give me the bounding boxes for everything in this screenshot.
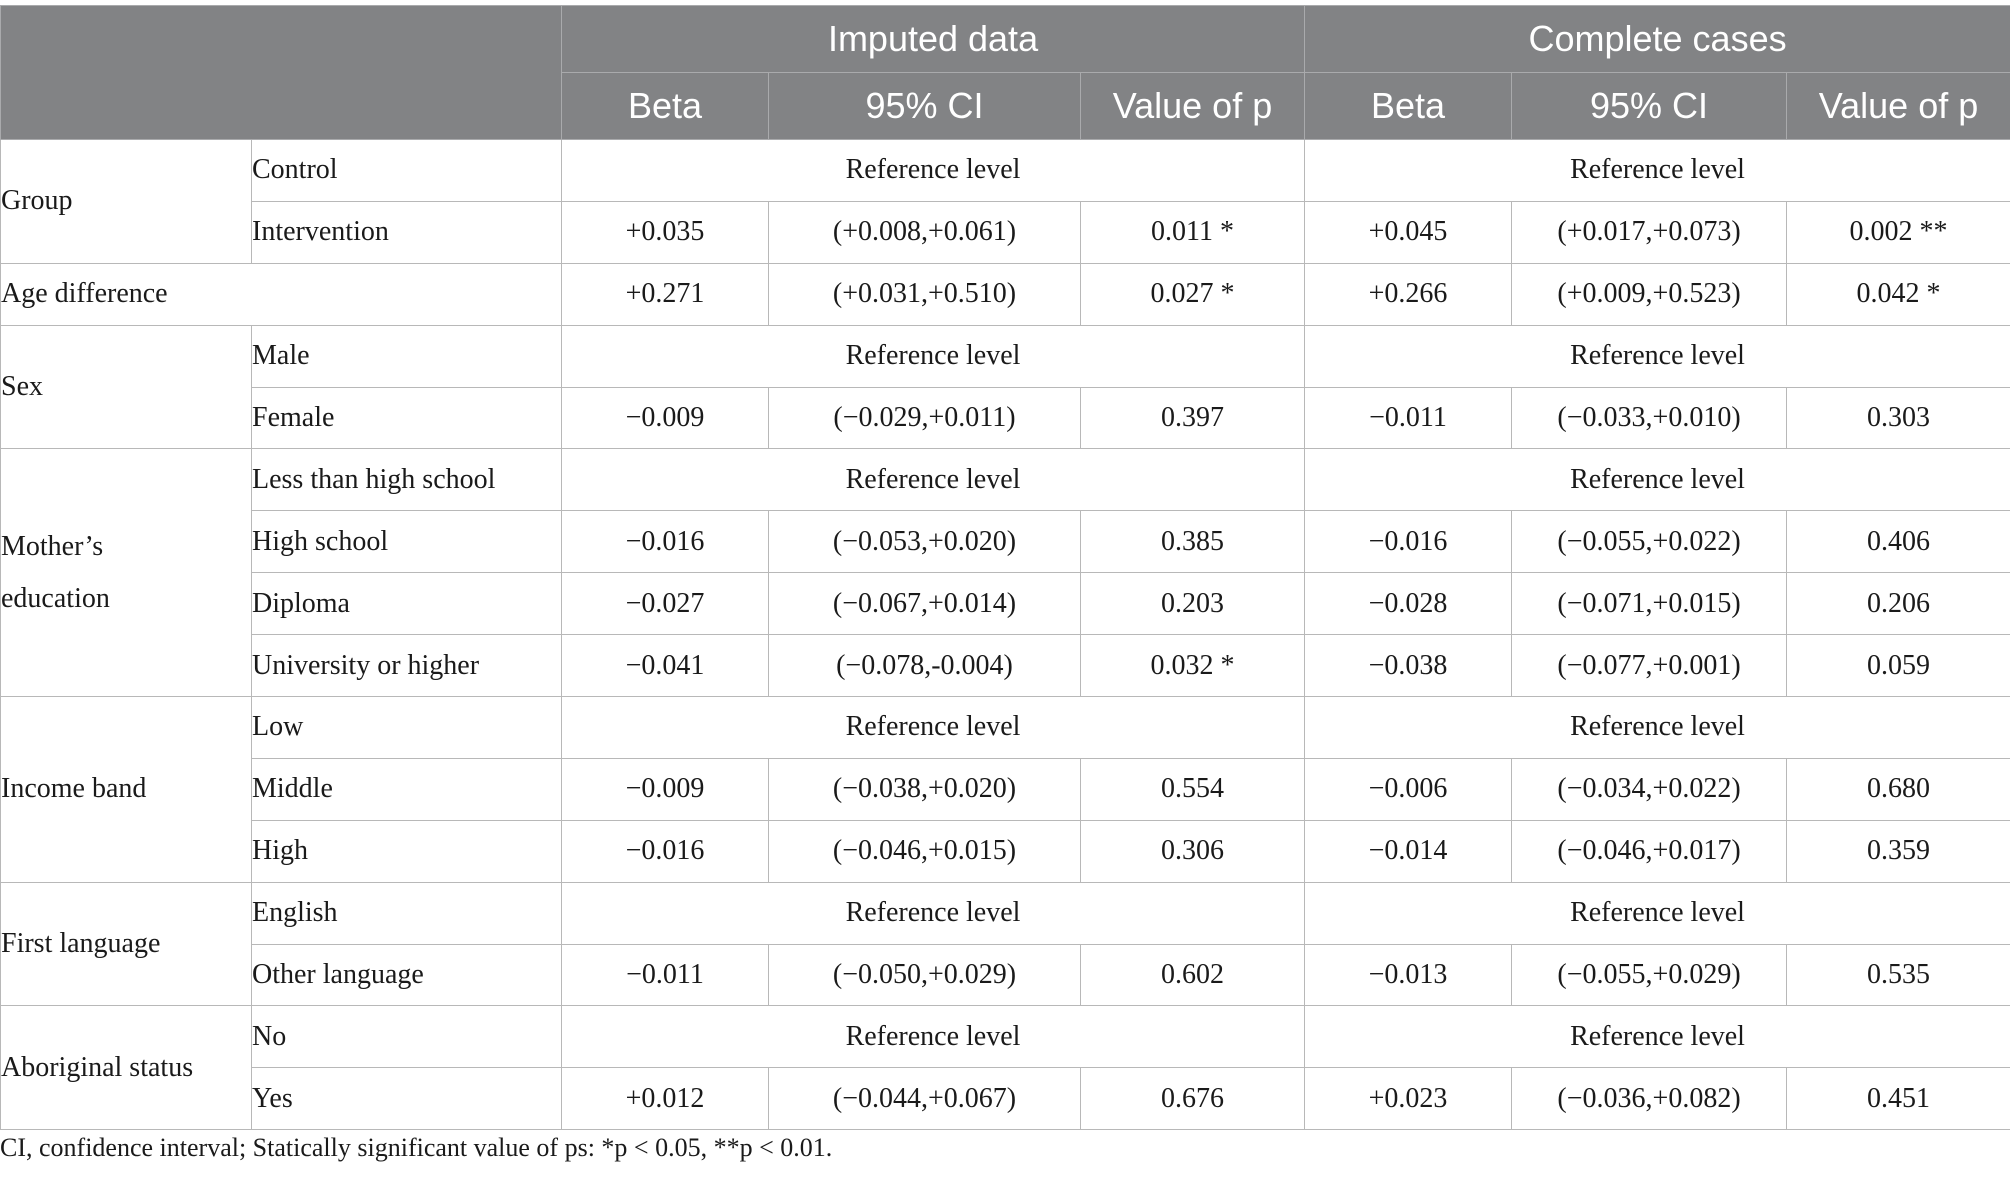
imputed-p-cell: 0.027 * (1081, 263, 1305, 325)
header-corner (1, 6, 562, 140)
imputed-p-cell: 0.554 (1081, 758, 1305, 820)
level-label: University or higher (252, 635, 562, 697)
complete-ci-cell: (−0.055,+0.029) (1512, 944, 1787, 1006)
header-imputed-p: Value of p (1081, 73, 1305, 140)
imputed-beta-cell: +0.012 (562, 1068, 769, 1130)
imputed-ci-cell: (−0.078,-0.004) (769, 635, 1081, 697)
imputed-ci-cell: (−0.044,+0.067) (769, 1068, 1081, 1130)
table-row (1, 758, 2010, 820)
complete-p-cell: 0.359 (1787, 820, 2010, 882)
complete-ci-cell: (−0.033,+0.010) (1512, 387, 1787, 449)
header-complete-beta: Beta (1305, 73, 1512, 140)
imputed-beta-cell: +0.035 (562, 201, 769, 263)
imputed-ci-cell: (−0.053,+0.020) (769, 511, 1081, 573)
imputed-ci-cell: (−0.029,+0.011) (769, 387, 1081, 449)
table-row (1, 511, 2010, 573)
level-label: Male (252, 325, 562, 387)
imputed-p-cell: 0.203 (1081, 573, 1305, 635)
complete-ci-cell: (+0.017,+0.073) (1512, 201, 1787, 263)
level-label: No (252, 1006, 562, 1068)
imputed-ci-cell: (+0.008,+0.061) (769, 201, 1081, 263)
regression-table (0, 5, 2010, 1130)
complete-ci-cell: (−0.046,+0.017) (1512, 820, 1787, 882)
complete-beta-cell: −0.028 (1305, 573, 1512, 635)
complete-beta-cell: +0.266 (1305, 263, 1512, 325)
level-label: Less than high school (252, 449, 562, 511)
complete-beta-cell: +0.023 (1305, 1068, 1512, 1130)
table-row (1, 882, 2010, 944)
level-label: Middle (252, 758, 562, 820)
table-row (1, 820, 2010, 882)
variable-label: Income band (1, 697, 252, 883)
complete-reference-level: Reference level (1305, 140, 2010, 202)
table-row (1, 635, 2010, 697)
variable-label: First language (1, 882, 252, 1006)
imputed-beta-cell: −0.016 (562, 820, 769, 882)
header-complete-ci: 95% CI (1512, 73, 1787, 140)
table-row (1, 1068, 2010, 1130)
imputed-reference-level: Reference level (562, 449, 1305, 511)
complete-reference-level: Reference level (1305, 882, 2010, 944)
complete-beta-cell: −0.013 (1305, 944, 1512, 1006)
imputed-beta-cell: −0.011 (562, 944, 769, 1006)
complete-ci-cell: (−0.071,+0.015) (1512, 573, 1787, 635)
table-footnote: CI, confidence interval; Statically significant value of ps: *p < 0.05, **p < 0.01. (0, 1133, 833, 1162)
complete-beta-cell: −0.038 (1305, 635, 1512, 697)
complete-p-cell: 0.042 * (1787, 263, 2010, 325)
imputed-beta-cell: −0.027 (562, 573, 769, 635)
imputed-beta-cell: −0.009 (562, 758, 769, 820)
imputed-ci-cell: (−0.046,+0.015) (769, 820, 1081, 882)
complete-p-cell: 0.451 (1787, 1068, 2010, 1130)
imputed-p-cell: 0.011 * (1081, 201, 1305, 263)
complete-reference-level: Reference level (1305, 1006, 2010, 1068)
complete-reference-level: Reference level (1305, 697, 2010, 759)
complete-reference-level: Reference level (1305, 325, 2010, 387)
imputed-beta-cell: −0.041 (562, 635, 769, 697)
level-label: High (252, 820, 562, 882)
complete-beta-cell: +0.045 (1305, 201, 1512, 263)
imputed-p-cell: 0.385 (1081, 511, 1305, 573)
complete-ci-cell: (−0.055,+0.022) (1512, 511, 1787, 573)
level-label: Control (252, 140, 562, 202)
table-row (1, 201, 2010, 263)
imputed-reference-level: Reference level (562, 325, 1305, 387)
imputed-ci-cell: (−0.067,+0.014) (769, 573, 1081, 635)
variable-label: Mother’s education (1, 449, 252, 697)
complete-p-cell: 0.206 (1787, 573, 2010, 635)
complete-ci-cell: (−0.077,+0.001) (1512, 635, 1787, 697)
imputed-ci-cell: (+0.031,+0.510) (769, 263, 1081, 325)
complete-ci-cell: (−0.036,+0.082) (1512, 1068, 1787, 1130)
complete-p-cell: 0.406 (1787, 511, 2010, 573)
table-row (1, 697, 2010, 759)
complete-p-cell: 0.680 (1787, 758, 2010, 820)
complete-ci-cell: (+0.009,+0.523) (1512, 263, 1787, 325)
imputed-p-cell: 0.602 (1081, 944, 1305, 1006)
imputed-ci-cell: (−0.038,+0.020) (769, 758, 1081, 820)
imputed-p-cell: 0.676 (1081, 1068, 1305, 1130)
complete-beta-cell: −0.016 (1305, 511, 1512, 573)
imputed-p-cell: 0.032 * (1081, 635, 1305, 697)
complete-beta-cell: −0.006 (1305, 758, 1512, 820)
imputed-p-cell: 0.397 (1081, 387, 1305, 449)
header-imputed-beta: Beta (562, 73, 769, 140)
complete-ci-cell: (−0.034,+0.022) (1512, 758, 1787, 820)
table-row (1, 387, 2010, 449)
imputed-beta-cell: +0.271 (562, 263, 769, 325)
header-row-groups (1, 6, 2010, 73)
complete-reference-level: Reference level (1305, 449, 2010, 511)
imputed-reference-level: Reference level (562, 882, 1305, 944)
level-label: Intervention (252, 201, 562, 263)
table-row (1, 573, 2010, 635)
level-label: English (252, 882, 562, 944)
table-row (1, 1006, 2010, 1068)
level-label: Diploma (252, 573, 562, 635)
regression-table-container (0, 5, 2010, 1130)
imputed-reference-level: Reference level (562, 697, 1305, 759)
imputed-reference-level: Reference level (562, 1006, 1305, 1068)
table-row (1, 325, 2010, 387)
imputed-beta-cell: −0.009 (562, 387, 769, 449)
complete-p-cell: 0.303 (1787, 387, 2010, 449)
complete-beta-cell: −0.014 (1305, 820, 1512, 882)
variable-label: Sex (1, 325, 252, 449)
imputed-p-cell: 0.306 (1081, 820, 1305, 882)
level-label: Other language (252, 944, 562, 1006)
imputed-ci-cell: (−0.050,+0.029) (769, 944, 1081, 1006)
imputed-reference-level: Reference level (562, 140, 1305, 202)
header-complete-p: Value of p (1787, 73, 2010, 140)
table-row (1, 140, 2010, 202)
complete-p-cell: 0.535 (1787, 944, 2010, 1006)
header-complete-cases: Complete cases (1305, 6, 2010, 73)
complete-beta-cell: −0.011 (1305, 387, 1512, 449)
level-label: Female (252, 387, 562, 449)
level-label: High school (252, 511, 562, 573)
variable-label: Age difference (1, 263, 562, 325)
complete-p-cell: 0.059 (1787, 635, 2010, 697)
variable-label: Aboriginal status (1, 1006, 252, 1130)
level-label: Yes (252, 1068, 562, 1130)
table-row (1, 944, 2010, 1006)
header-imputed-data: Imputed data (562, 6, 1305, 73)
imputed-beta-cell: −0.016 (562, 511, 769, 573)
table-row (1, 449, 2010, 511)
variable-label: Group (1, 140, 252, 264)
table-row (1, 263, 2010, 325)
header-imputed-ci: 95% CI (769, 73, 1081, 140)
complete-p-cell: 0.002 ** (1787, 201, 2010, 263)
level-label: Low (252, 697, 562, 759)
